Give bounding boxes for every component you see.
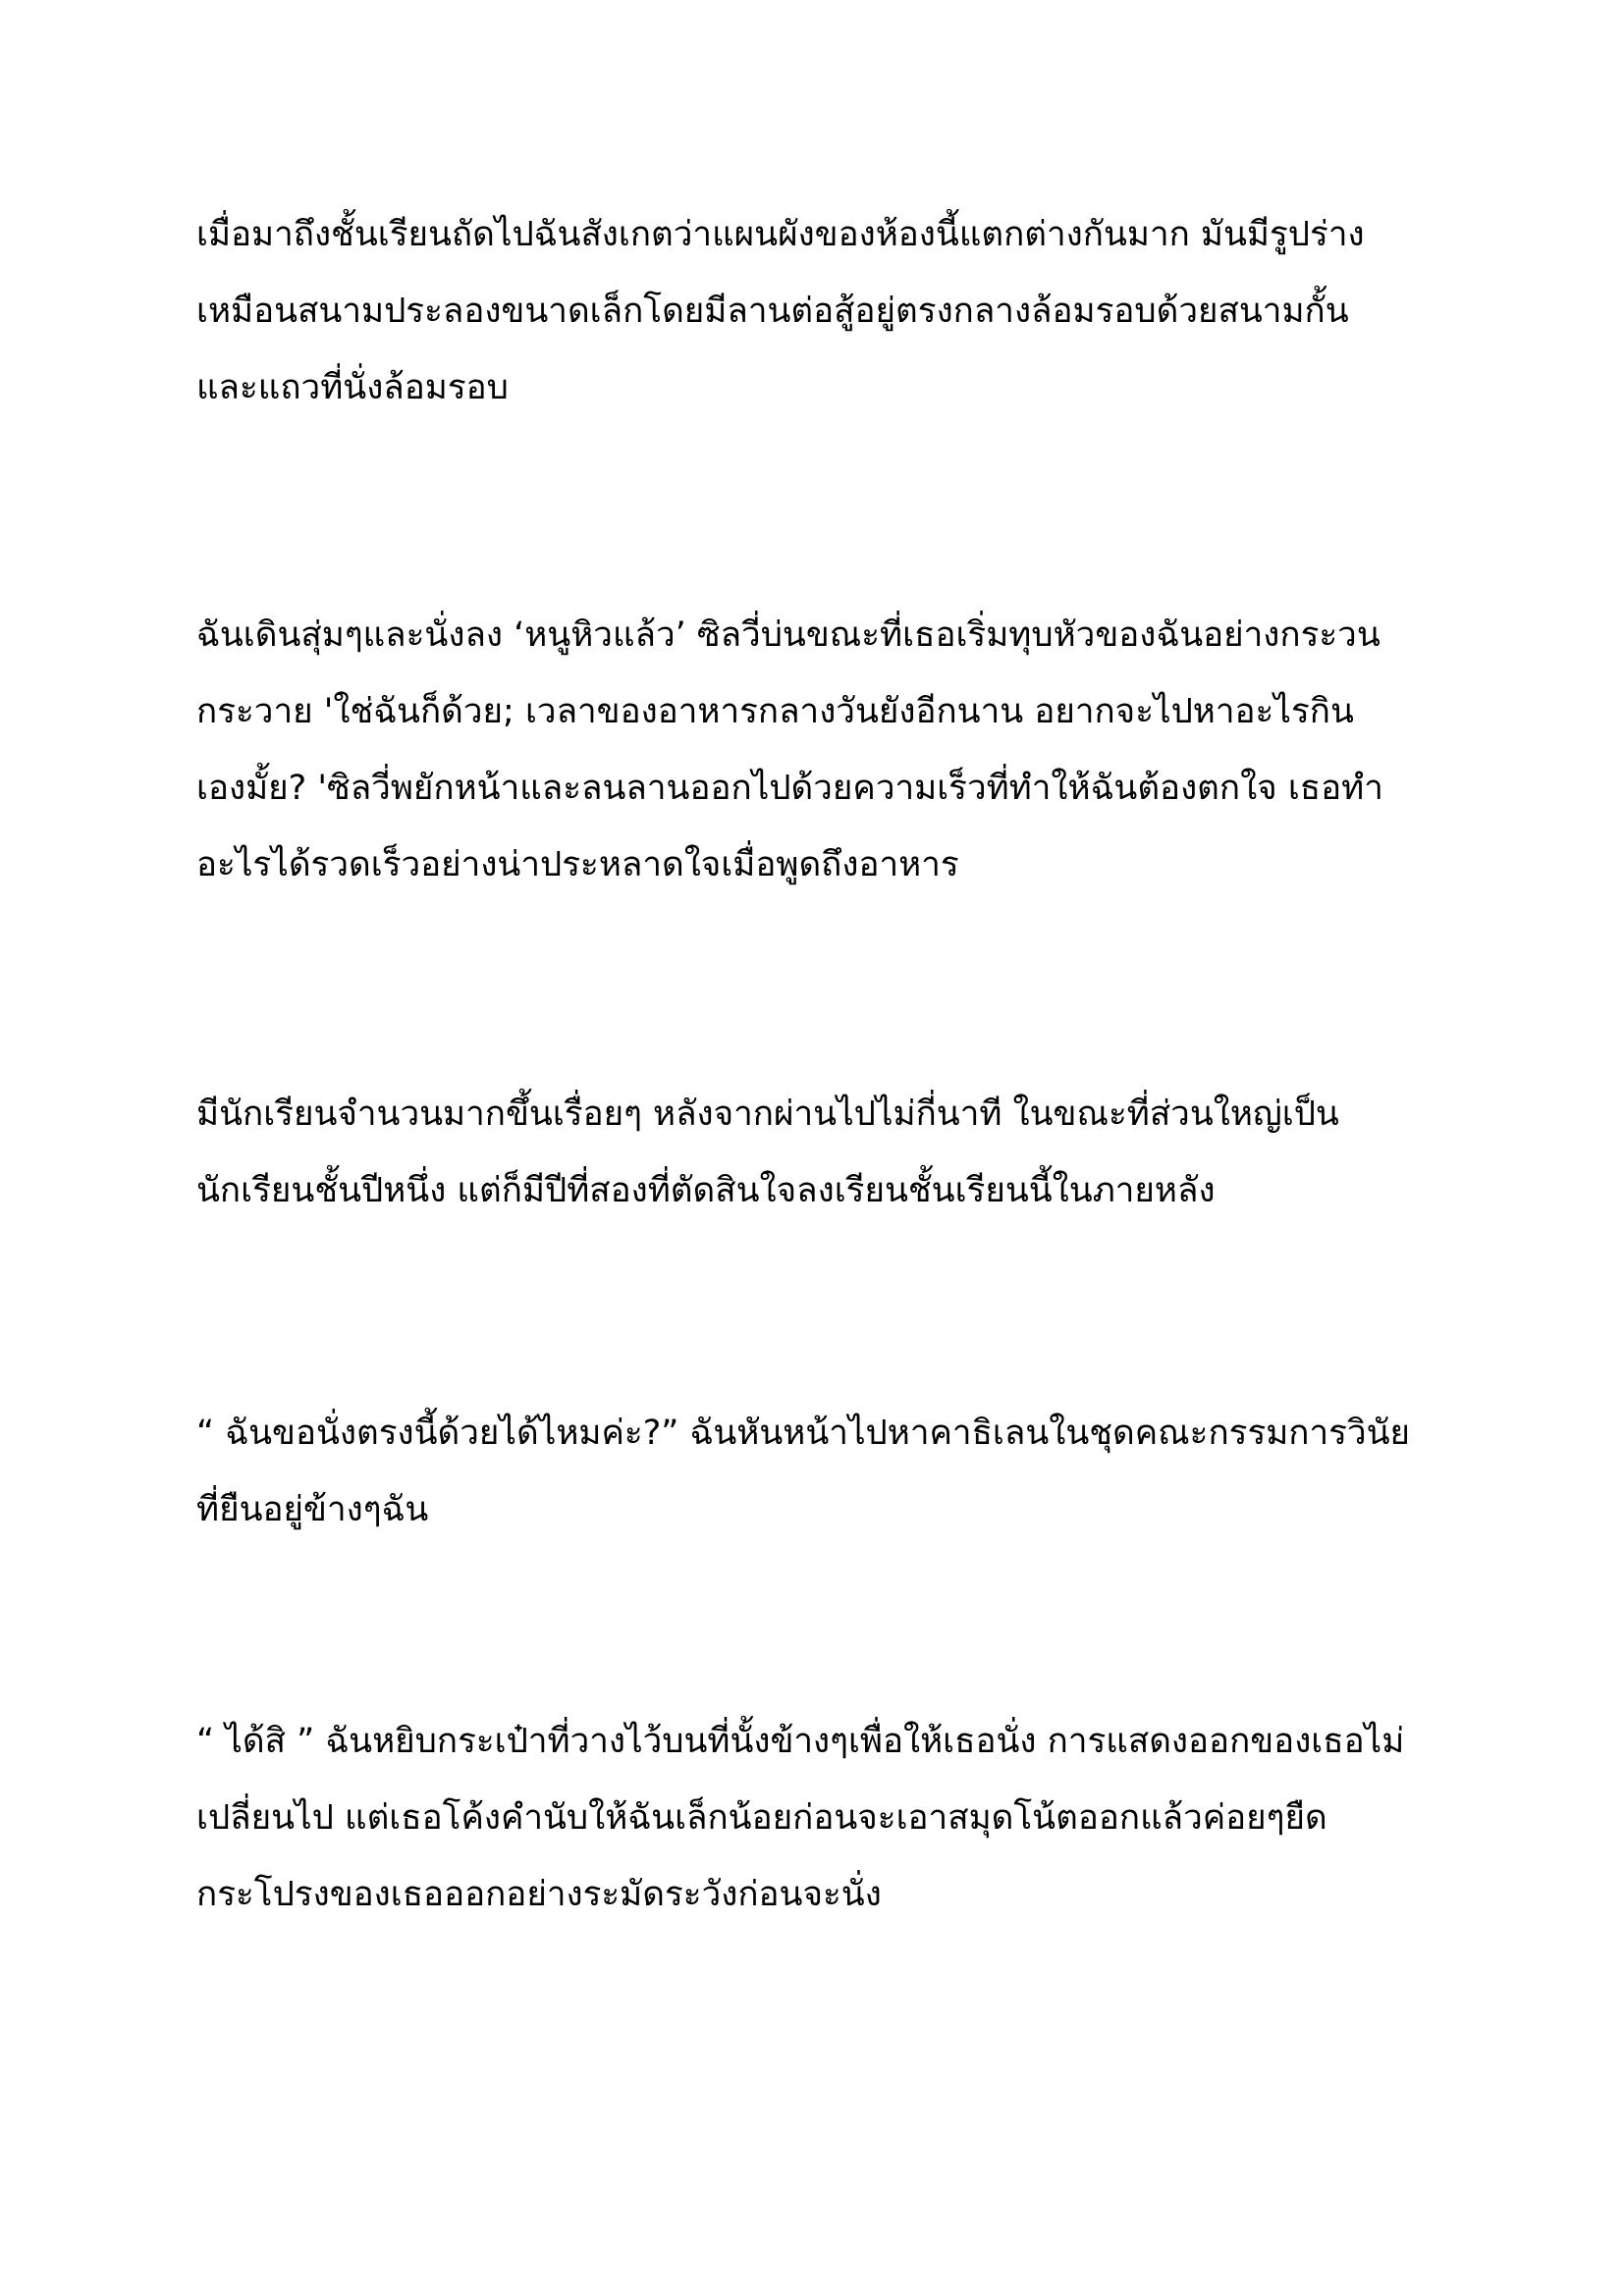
paragraph-3: มีนักเรียนจำนวนมากขึ้นเรื่อยๆ หลังจากผ่านไปไม่กี่นาที ในขณะที่ส่วนใหญ่เป็น นักเรียนชั้นปีหนึ่ง แต่ก็มีปีที่สองที่ตัดสินใจลงเรียนชั้นเรียนนี้ในภายหลัง [196, 1095, 1339, 1210]
paragraph-5: “ ได้สิ ” ฉันหยิบกระเป๋าที่วางไว้บนที่นั้งข้างๆเพื่อให้เธอนั่ง การแสดงออกของเธอไม่ เปลี่ยนไป แต่เธอโค้งคำนับให้ฉันเล็กน้อยก่อนจะเอาสมุดโน้ตออกแล้วค่อยๆยืด กระโปรงของเธอออกอย่างระมัดระวังก่อนจะนั่ง [196, 1722, 1405, 1914]
paragraph-4: “ ฉันขอนั่งตรงนี้ด้วยได้ไหมค่ะ?” ฉันหันหน้าไปหาคาธิเลนในชุดคณะกรรมการวินัย ที่ยืนอยู่ข้างๆฉัน [196, 1414, 1411, 1529]
paragraph-2: ฉันเดินสุ่มๆและนั่งลง ‘หนูหิวแล้ว’ ซิลวี่บ่นขณะที่เธอเริ่มทุบหัวของฉันอย่างกระวน กระวาย 'ใช่ฉันก็ด้วย; เวลาของอาหารกลางวันยังอีกนาน อยากจะไปหาอะไรกิน เองมั้ย? 'ซิลวี่พยักหน้าและลนลานออกไปด้วยความเร็วที่ทำให้ฉันต้องตกใจ เธอทำ อะไรได้รวดเร็วอย่างน่าประหลาดใจเมื่อพูดถึงอาหาร [196, 615, 1383, 884]
paragraph-1: เมื่อมาถึงชั้นเรียนถัดไปฉันสังเกตว่าแผนผังของห้องนี้แตกต่างกันมาก มันมีรูปร่าง เหมือนสนามประลองขนาดเล็กโดยมีลานต่อสู้อยู่ตรงกลางล้อมรอบด้วยสนามกั้น และแถวที่นั่งล้อมรอบ [196, 215, 1365, 407]
